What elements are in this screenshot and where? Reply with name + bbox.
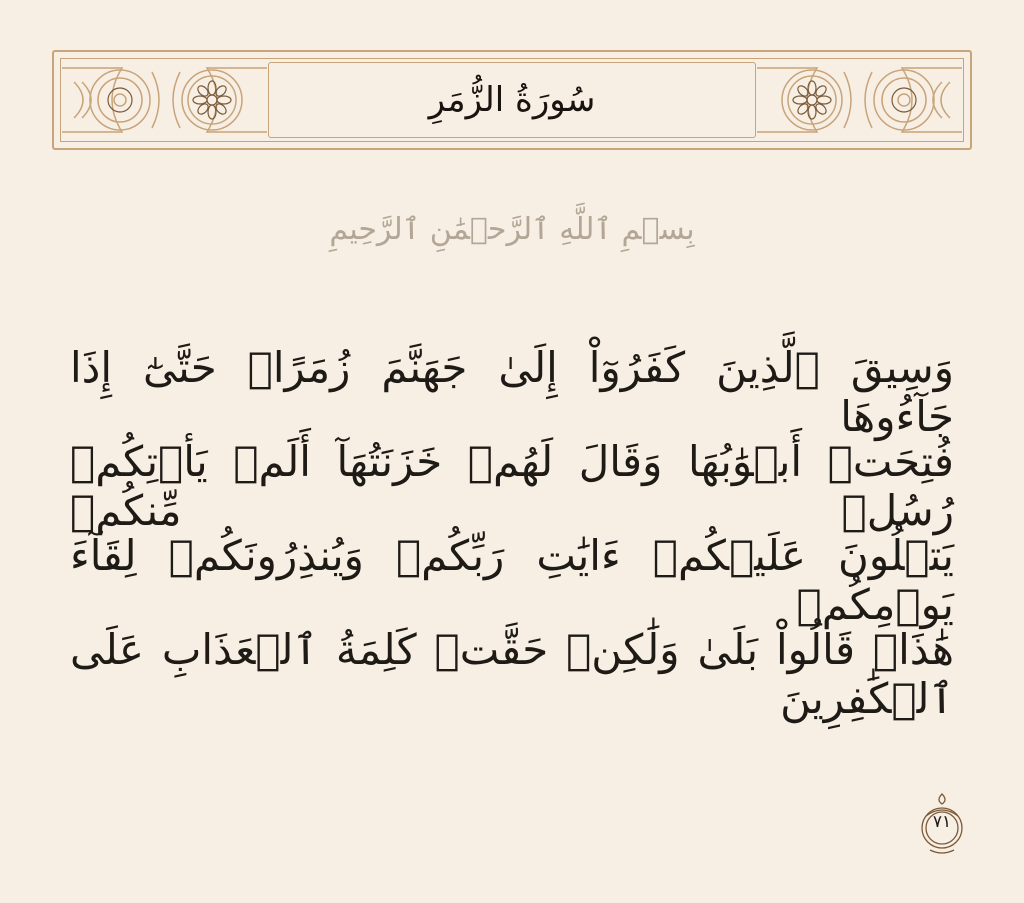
verse-line-text: هَٰذَاۚ قَالُواْ بَلَىٰ وَلَٰكِنۡ حَقَّتۡ كَلِمَةُ ٱلۡعَذَابِ عَلَى ٱلۡكَٰفِرِينَ [70, 625, 954, 723]
basmala: بِسۡمِ ٱللَّهِ ٱلرَّحۡمَٰنِ ٱلرَّحِيمِ [329, 212, 695, 247]
verse-line [70, 627, 954, 721]
verse-line-text: يَتۡلُونَ عَلَيۡكُمۡ ءَايَٰتِ رَبِّكُمۡ وَيُنذِرُونَكُمۡ لِقَآءَ يَوۡمِكُمۡ [70, 531, 954, 629]
surah-title: سُورَةُ الزُّمَرِ [428, 80, 596, 120]
rosette-ornament-icon [62, 60, 267, 140]
verse-text [70, 345, 954, 721]
rosette-ornament-icon [757, 60, 962, 140]
verse-line [70, 345, 954, 439]
verse-line [70, 439, 954, 533]
surah-title-cartouche [268, 62, 756, 138]
verse-line-text: وَسِيقَ ٱلَّذِينَ كَفَرُوٓاْ إِلَىٰ جَهَنَّمَ زُمَرًاۖ حَتَّىٰٓ إِذَا جَآءُوهَا [70, 343, 954, 441]
ayah-end-marker [912, 790, 972, 860]
ayah-number: ٧١ [932, 812, 952, 832]
verse-line-text: فُتِحَتۡ أَبۡوَٰبُهَا وَقَالَ لَهُمۡ خَزَنَتُهَآ أَلَمۡ يَأۡتِكُمۡ رُسُلٞ مِّنكُمۡ [70, 437, 954, 535]
surah-header-frame [52, 50, 972, 150]
verse-line [70, 533, 954, 627]
